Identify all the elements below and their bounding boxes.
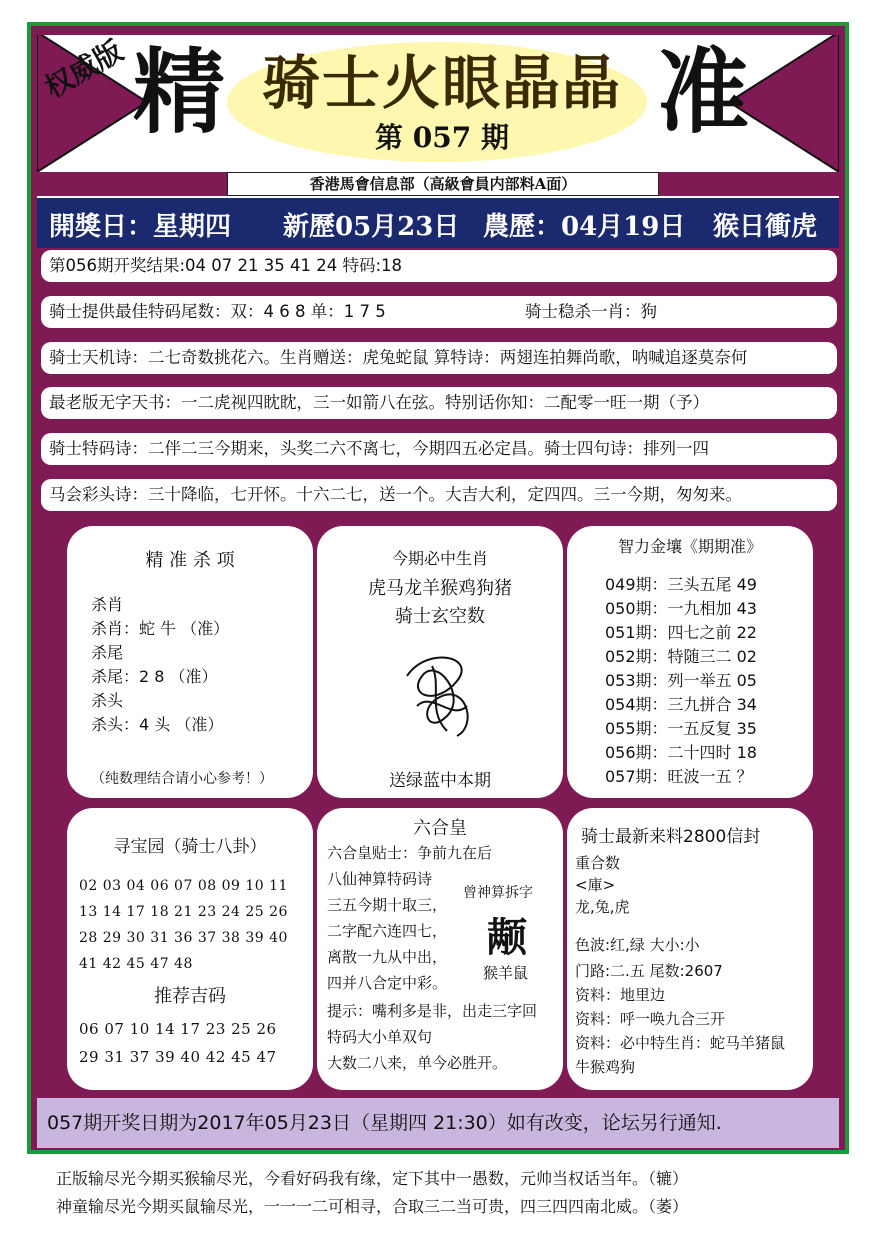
issue-number: 第 057 期 [375,121,509,154]
kill-line: 杀尾：2 8 （准） [91,667,218,686]
kill-box-title: 精 准 杀 项 [145,550,235,571]
letter-line: 牛猴鸡狗 [575,1058,636,1076]
lucky-row: 06 07 10 14 17 23 25 26 [79,1020,277,1038]
kill-note: （纯数理结合请小心参考！） [91,771,273,787]
brand-title: 骑士火眼晶晶 [261,49,622,117]
kill-line: 杀头：4 头 （准） [91,715,224,734]
liuhe-line: 三五今期十取三， [327,896,448,914]
letter-line: 资料：地里边 [575,986,666,1004]
letter-title: 骑士最新来料2800信封 [581,827,761,847]
history-title: 智力金壤《期期准》 [617,537,762,556]
lunar-date: 農歷：04月19日 [483,212,686,242]
draw-day: 開獎日：星期四 [49,212,232,242]
liuhe-line: 四并八合定中彩。 [327,974,448,992]
side-label: 曾神算拆字 [463,885,533,901]
title-right-char: 准 [657,38,750,146]
zodiac-line-3: 骑士玄空数 [395,606,485,627]
kill-line: 杀头 [91,691,124,710]
zodiac-box [317,526,563,798]
date-band [37,196,839,248]
number-row: 28 29 30 31 36 37 38 39 40 [79,930,288,946]
liuhe-box [317,808,563,1090]
poem-row-3: 骑士特码诗：二伴二三今期来，头奖二六不离七，今期四五必定昌。骑士四句诗：排列一四 [41,433,837,465]
history-item: 049期：三头五尾 49 [605,575,757,594]
treasure-box [67,808,313,1090]
liuhe-tip: 大数二八来，单今必胜开。 [327,1054,508,1072]
history-item: 057期：旺波一五 ？ [605,767,753,786]
history-item: 056期：二十四时 18 [605,743,757,762]
signature-scribble-icon [387,636,497,746]
liuhe-line: 六合皇贴士：争前九在后 [327,844,493,862]
lucky-row: 29 31 37 39 40 42 45 47 [79,1048,277,1066]
zodiac-line-1: 今期必中生肖 [391,549,488,568]
letter-box [567,808,813,1090]
kill-one-text: 骑士稳杀一肖：狗 [525,302,657,321]
title-left-char: 精 [133,38,226,146]
side-sub: 猴羊鼠 [483,964,529,982]
letter-line: 资料：必中特生肖：蛇马羊猪鼠 [575,1034,786,1052]
footer-verse-2: 神童输尽光今期买鼠输尽光，一一一二可相寻，合取三二当可贵，四三四四南北威。（萎） [56,1197,689,1216]
edition-label: 权威版 [39,34,129,105]
history-item: 054期：三九拼合 34 [605,695,757,714]
history-item: 053期：列一举五 05 [605,671,757,690]
zodiac-footer: 送绿蓝中本期 [389,771,491,791]
number-row: 13 14 17 18 21 23 24 25 26 [79,904,288,920]
footer-verse-1: 正版输尽光今期买猴输尽光，今看好码我有缘，定下其中一愚数，元帅当权话当年。（辘） [56,1169,689,1188]
history-item: 050期：一九相加 43 [605,599,757,618]
liuhe-title: 六合皇 [413,818,467,839]
poster-frame [27,22,849,1154]
kill-box [67,526,313,798]
result-row: 第056期开奖结果:04 07 21 35 41 24 特码:18 [41,250,837,282]
tail-text: 骑士提供最佳特码尾数：双：4 6 8 单：1 7 5 [49,302,386,321]
poem-row-1: 骑士天机诗：二七奇数挑花六。生肖赠送：虎兔蛇鼠 算特诗：两翅连拍舞尚歌，呐喊追逐莫奈何 [41,342,837,374]
number-row: 02 03 04 06 07 08 09 10 11 [79,878,288,894]
poem-row-2: 最老版无字天书：一二虎视四眈眈，三一如箭八在弦。特别话你知：二配零一旺一期（予） [41,387,837,419]
liuhe-line: 二字配六连四七， [327,922,448,940]
history-item: 055期：一五反复 35 [605,719,757,738]
liuhe-line: 八仙神算特码诗 [327,870,433,888]
treasure-title: 寻宝园（骑士八卦） [113,837,267,857]
liuhe-line: 离散一九从中出， [327,948,448,966]
letter-line: 门路:二.五 尾数:2607 [575,962,723,980]
lucky-title: 推荐吉码 [154,986,226,1007]
number-row: 41 42 45 47 48 [79,956,193,972]
letter-line: 重合数 [575,854,621,872]
history-item: 051期：四七之前 22 [605,623,757,642]
history-box [567,526,813,798]
split-character: 颟 [487,914,527,961]
letter-line: <庫> [575,876,616,894]
poem-row-4: 马会彩头诗：三十降临，七开怀。十六二七，送一个。大吉大利，定四四。三一今期，匆匆来。 [41,479,837,511]
solar-date: 新歷05月23日 [283,212,460,242]
kill-line: 杀肖：蛇 牛 （准） [91,619,230,638]
letter-line: 资料：呼一唤九合三开 [575,1010,726,1028]
clash-day: 猴日衝虎 [713,212,818,242]
subtitle-bar: 香港馬會信息部（高級會員内部料A面） [227,172,659,196]
letter-line: 色波:红,绿 大小:小 [575,936,700,954]
history-item: 052期：特随三二 02 [605,647,757,666]
zodiac-line-2: 虎马龙羊猴鸡狗猪 [368,578,512,599]
liuhe-tip: 特码大小单双句 [327,1028,433,1046]
tail-row [41,296,837,328]
draw-date-notice: 057期开奖日期为2017年05月23日（星期四 21:30）如有改变，论坛另行通知. [37,1098,839,1148]
letter-line: 龙,兔,虎 [575,898,630,916]
kill-line: 杀尾 [91,643,124,662]
liuhe-tip: 提示：嘴利多是非，出走三字回 [327,1002,538,1020]
kill-line: 杀肖 [91,595,124,614]
header [37,32,839,172]
